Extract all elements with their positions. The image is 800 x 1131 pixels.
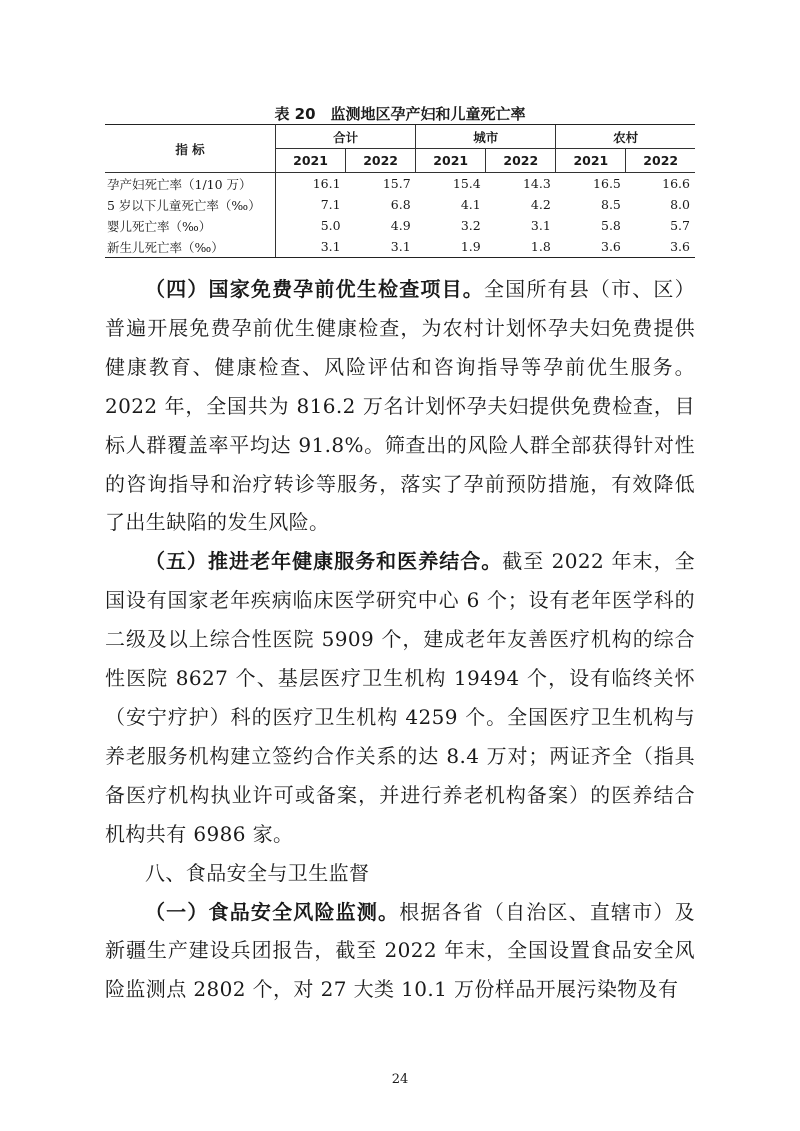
year-header: 2022 (486, 149, 556, 173)
mortality-table (105, 124, 695, 258)
group-header-total: 合计 (276, 125, 416, 149)
paragraph-lead: （四）国家免费孕前优生检查项目。 (145, 277, 484, 301)
paragraph-prepregnancy-check (105, 270, 695, 542)
group-header-urban: 城市 (416, 125, 556, 149)
table-cell: 5.0 (320, 218, 341, 233)
section-heading: 八、食品安全与卫生监督 (145, 860, 370, 885)
year-header: 2021 (276, 149, 346, 173)
table-cell: 3.6 (626, 236, 695, 258)
table-cell: 3.1 (276, 236, 346, 258)
table-cell: 1.8 (486, 236, 556, 258)
table-cell: 15.7 (382, 176, 411, 191)
group-header-rural: 农村 (556, 125, 695, 149)
year-header: 2022 (626, 149, 695, 173)
table-cell: 5.7 (670, 218, 690, 233)
page-number: 24 (391, 1072, 409, 1087)
year-header: 2021 (416, 149, 486, 173)
table-cell: 8.0 (670, 197, 690, 212)
table-row (105, 215, 695, 236)
row-label: 新生儿死亡率（‰） (105, 236, 276, 258)
year-header: 2021 (556, 149, 626, 173)
indicator-header: 指 标 (105, 125, 276, 173)
body-text (105, 270, 695, 1009)
table-cell: 6.8 (390, 197, 411, 212)
paragraph-body: 全国所有县（市、区）普遍开展免费孕前优生健康检查，为农村计划怀孕夫妇免费提供健康教育、健康检查、风险评估和咨询指导等孕前优生服务。2022 年，全国共为 816.2 万名计划怀孕夫妇提供免费检查，目标人群覆盖率平均达 91.8%。筛查出的风险人群全部获得针对性的咨询指导和治疗转诊等服务，落实了孕前预防措施，有效降低了出生缺陷的发生风险。 (105, 277, 696, 535)
table-cell: 4.1 (460, 197, 481, 212)
table-cell: 5.8 (601, 218, 621, 233)
table-cell: 16.6 (662, 176, 690, 191)
table-cell: 3.6 (556, 236, 626, 258)
table-caption: 表 20 监测地区孕产妇和儿童死亡率 (274, 105, 526, 123)
paragraph-food-safety-monitoring (105, 893, 695, 1010)
year-header: 2022 (346, 149, 416, 173)
table-cell: 4.2 (530, 197, 551, 212)
table-cell: 15.4 (452, 176, 481, 191)
table-cell: 3.1 (530, 218, 551, 233)
table-cell: 8.5 (601, 197, 621, 212)
table-cell: 3.2 (460, 218, 481, 233)
paragraph-elderly-health (105, 542, 695, 853)
table-cell: 3.1 (346, 236, 416, 258)
row-label: 婴儿死亡率（‰） (105, 215, 276, 236)
paragraph-lead: （一）食品安全风险监测。 (145, 899, 400, 924)
table-cell: 1.9 (416, 236, 486, 258)
paragraph-body: 截至 2022 年末，全国设有国家老年疾病临床医学研究中心 6 个；设有老年医学科的二级及以上综合性医院 5909 个，建成老年友善医疗机构的综合性医院 8627 个、基层医疗卫生机构 19494 个，设有临终关怀（安宁疗护）科的医疗卫生机构 4259 个。全国医疗卫生机构与养老服务机构建立签约合作关系的达 8.4 万对；两证齐全（指具备医疗机构执业许可或备案，并进行养老机构备案）的医养结合机构共有 6986 家。 (105, 549, 695, 846)
table-row (105, 236, 695, 258)
table-cell: 14.3 (522, 176, 551, 191)
row-label: 5 岁以下儿童死亡率（‰） (105, 194, 276, 215)
row-label: 孕产妇死亡率（1/10 万） (105, 173, 276, 195)
paragraph-body: 根据各省（自治区、直辖市）及新疆生产建设兵团报告，截至 2022 年末，全国设置食品安全风险监测点 2802 个，对 27 大类 10.1 万份样品开展污染物及有 (105, 899, 695, 1002)
table-row (105, 173, 695, 195)
table-row (105, 194, 695, 215)
paragraph-lead: （五）推进老年健康服务和医养结合。 (145, 549, 503, 574)
table-cell: 16.1 (312, 176, 341, 191)
table-cell: 16.5 (593, 176, 621, 191)
table-cell: 4.9 (390, 218, 411, 233)
table-cell: 7.1 (320, 197, 341, 212)
